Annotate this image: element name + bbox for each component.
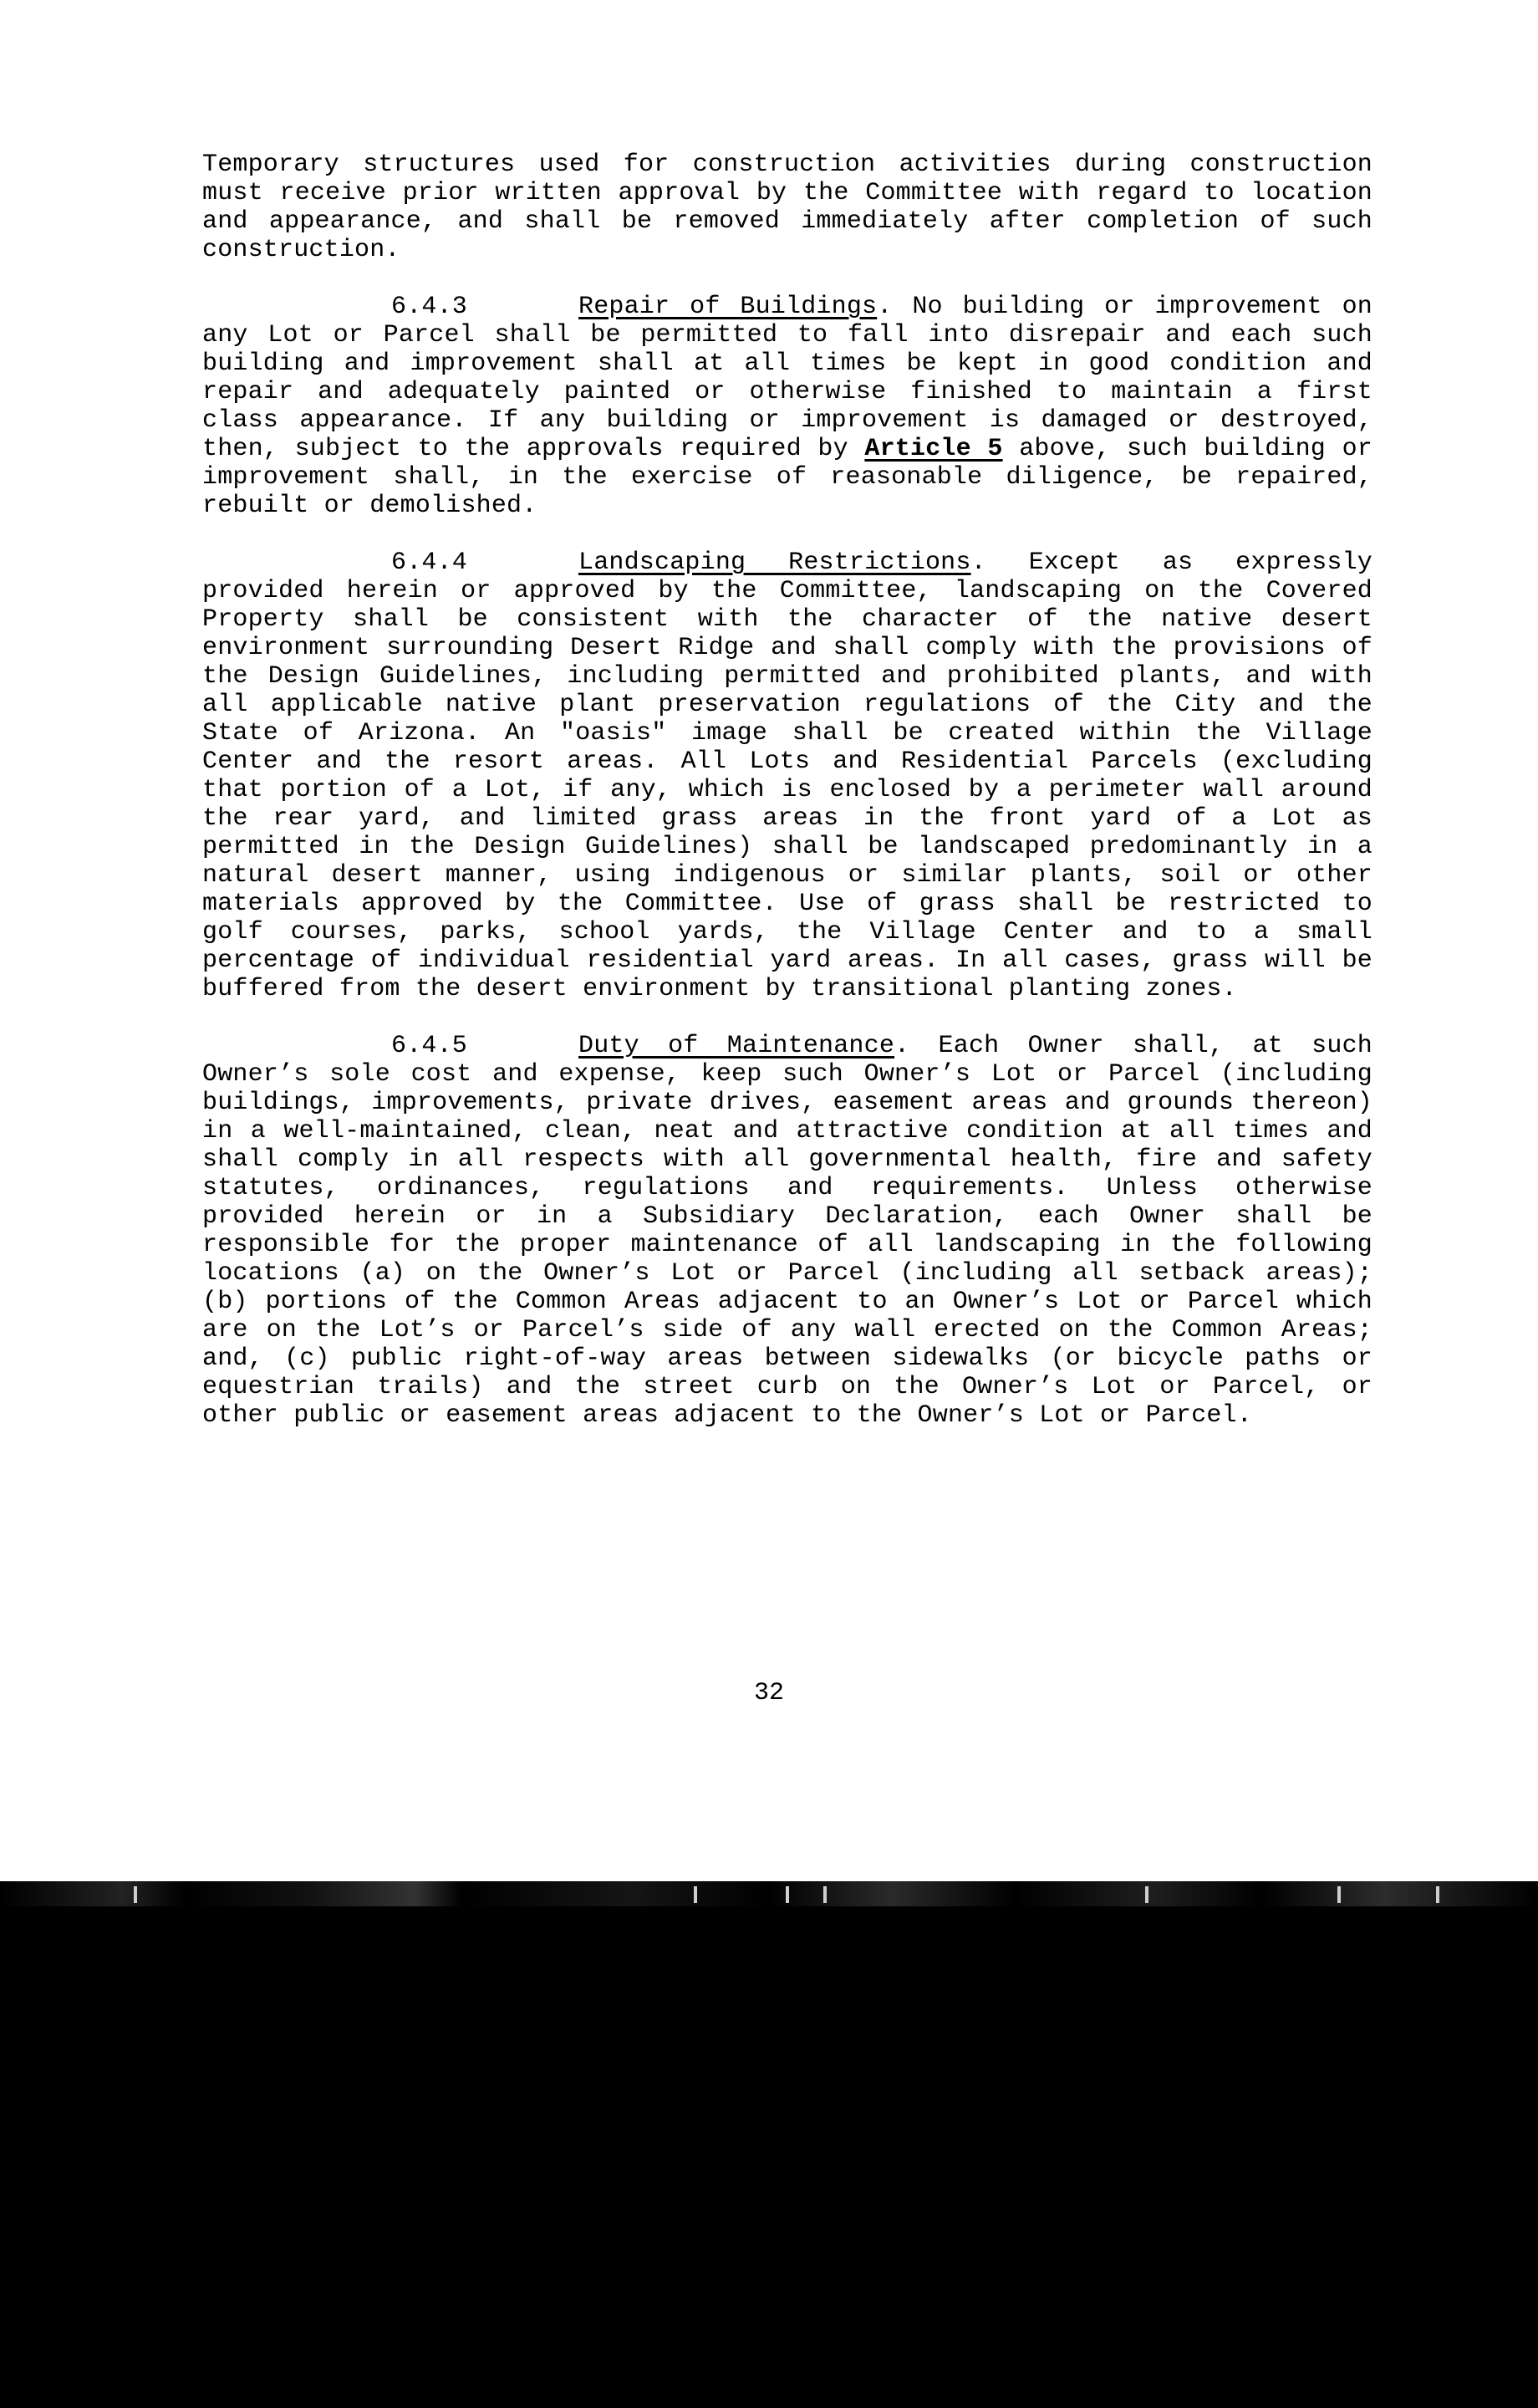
section-body: . No building or improvement on any Lot or Parcel shall be permitted to fall into disrepair and each such building and improvement shall at all times be kept in good condition and repair and adequately painted or otherwise finished to maintain a first class appearance. If any building or improvement is damaged or destroyed, then, subject to the approvals required by <box>202 293 1373 463</box>
section-number: 6.4.4 <box>391 548 468 577</box>
scan-edge-noise <box>0 1881 1538 1906</box>
scan-artifact-mark <box>1436 1886 1439 1903</box>
section-heading-duty-of-maintenance: Duty of Maintenance <box>578 1032 895 1060</box>
scan-artifact-mark <box>134 1886 137 1903</box>
section-heading-landscaping-restrictions: Landscaping Restrictions <box>578 548 971 577</box>
scan-artifact-mark <box>786 1886 789 1903</box>
page-number: 32 <box>753 1679 784 1707</box>
paragraph-temporary-structures: Temporary structures used for construction activities during construction must receive prior written approval by the Committee with regard to location and appearance, and shall be removed immediately after completion of such construction. <box>202 150 1372 264</box>
scan-artifact-mark <box>823 1886 827 1903</box>
section-6-4-3 <box>202 293 1372 520</box>
section-6-4-4 <box>202 548 1372 1003</box>
scan-artifact-mark <box>694 1886 697 1903</box>
section-body: . Each Owner shall, at such Owner’s sole cost and expense, keep such Owner’s Lot or Parcel (including buildings, improvements, private drives, easement areas and grounds thereon) in a well-maintained, clean, neat and attractive condition at all times and shall comply in all respects with all governmental health, fire and safety statutes, ordinances, regulations and requirements. Unless otherwise provided herein or in a Subsidiary Declaration, each Owner shall be responsible for the proper maintenance of all landscaping in the following locations (a) on the Owner’s Lot or Parcel (including all setback areas); (b) portions of the Common Areas adjacent to an Owner’s Lot or Parcel which are on the Lot’s or Parcel’s side of any wall erected on the Common Areas; and, (c) public right-of-way areas between sidewalks (or bicycle paths or equestrian trails) and the street curb on the Owner’s Lot or Parcel, or other public or easement areas adjacent to the Owner’s Lot or Parcel. <box>202 1032 1372 1430</box>
scan-border-black <box>0 1881 1538 2408</box>
section-number: 6.4.5 <box>391 1032 468 1060</box>
article-5-reference: Article 5 <box>864 435 1003 463</box>
section-body-continued: above, such building or improvement shall, in the exercise of reasonable diligence, be repaired, rebuilt or demolished. <box>202 435 1373 520</box>
scan-artifact-mark <box>1145 1886 1148 1903</box>
section-number: 6.4.3 <box>391 293 468 321</box>
scan-artifact-mark <box>1337 1886 1341 1903</box>
section-heading-repair-of-buildings: Repair of Buildings <box>578 293 878 321</box>
section-6-4-5 <box>202 1032 1372 1430</box>
document-body <box>202 150 1372 1458</box>
section-body: . Except as expressly provided herein or approved by the Committee, landscaping on the Covered Property shall be consistent with the character of the native desert environment surrounding Desert Ridge and shall comply with the provisions of the Design Guidelines, including permitted and prohibited plants, and with all applicable native plant preservation regulations of the City and the State of Arizona. An "oasis" image shall be created within the Village Center and the resort areas. All Lots and Residential Parcels (excluding that portion of a Lot, if any, which is enclosed by a perimeter wall around the rear yard, and limited grass areas in the front yard of a Lot as permitted in the Design Guidelines) shall be landscaped predominantly in a natural desert manner, using indigenous or similar plants, soil or other materials approved by the Committee. Use of grass shall be restricted to golf courses, parks, school yards, the Village Center and to a small percentage of individual residential yard areas. In all cases, grass will be buffered from the desert environment by transitional planting zones. <box>202 548 1372 1003</box>
